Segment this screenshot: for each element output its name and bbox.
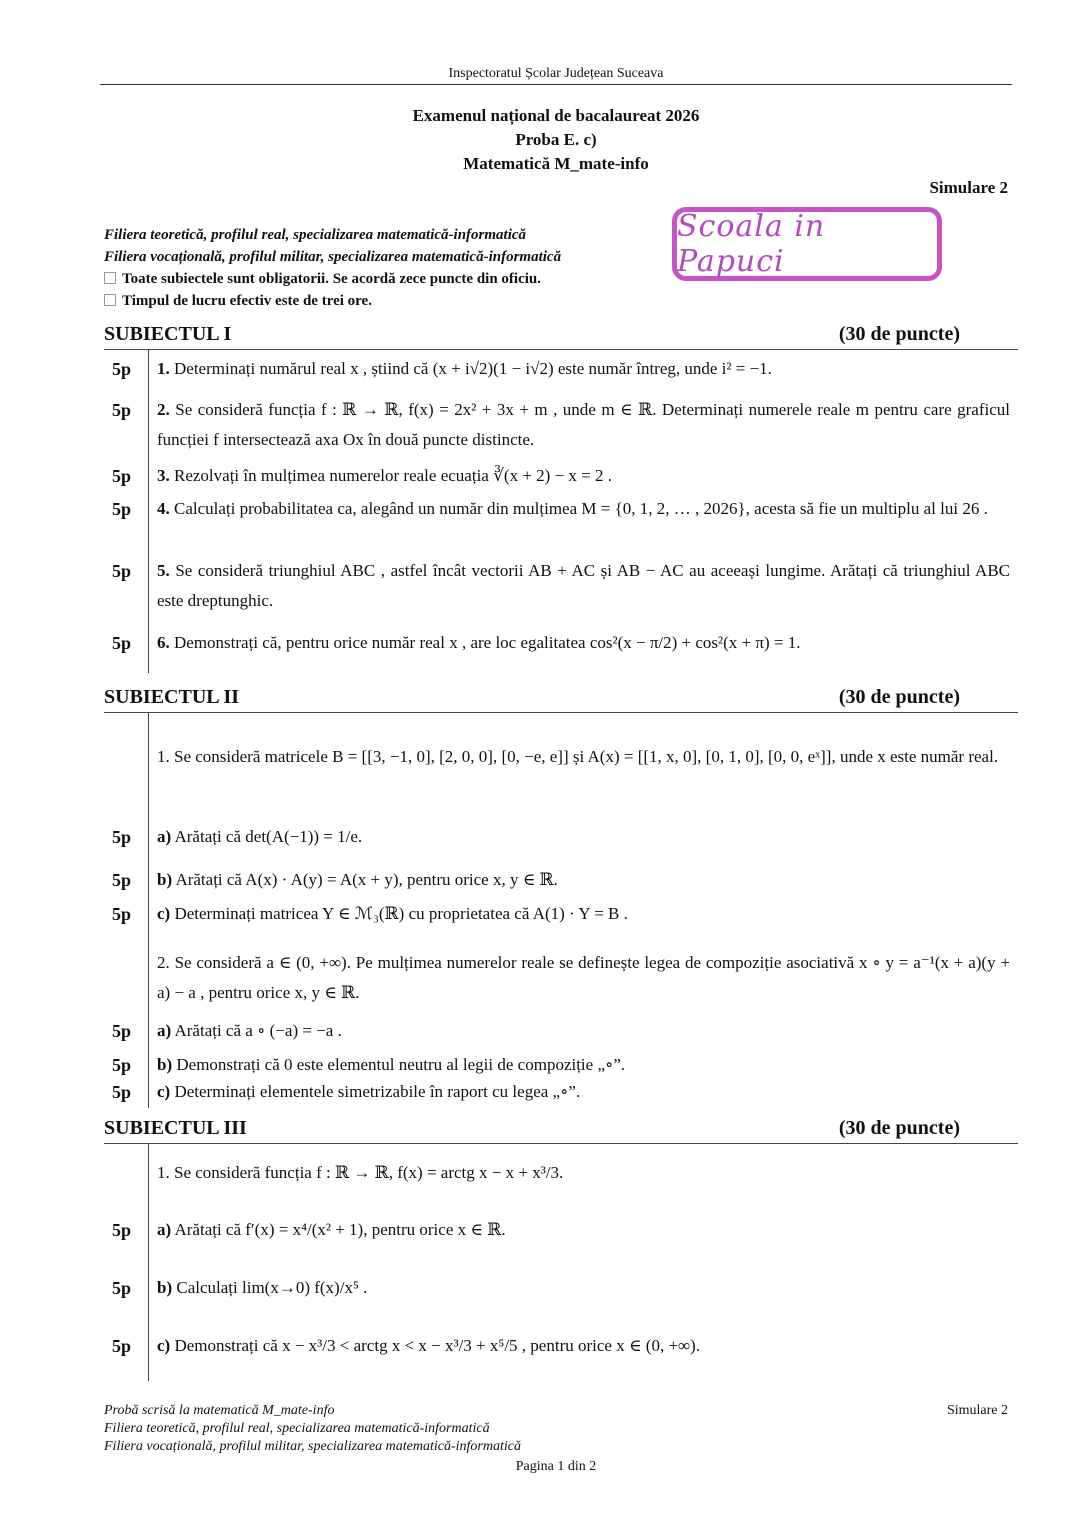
item-text: 2. Se consideră a ∈ (0, +∞). Pe mulțimea numerelor reale se definește legea de compoziție asociativă x ∘ y = a⁻¹(x + a)(y + a) − a , pentru orice x, y ∈ ℝ. xyxy=(157,953,1010,1002)
section-3-vline xyxy=(148,1143,149,1381)
section-2-rule xyxy=(104,712,1018,713)
checkbox-icon xyxy=(104,294,116,306)
item-text: Calculați probabilitatea ca, alegând un număr din mulțimea M = {0, 1, 2, … , 2026}, acesta să fie un multiplu al lui 26 . xyxy=(174,499,988,518)
item-points: 5p xyxy=(112,827,132,847)
item-points: 5p xyxy=(112,466,132,486)
section-1-points: (30 de puncte) xyxy=(838,323,960,345)
checkbox-icon xyxy=(104,272,116,284)
footer-line-2: Filiera teoretică, profilul real, specializarea matematică-informatică xyxy=(104,1421,490,1436)
item-number: a) xyxy=(157,1220,172,1239)
item-text: Arătați că a ∘ (−a) = −a . xyxy=(174,1021,342,1040)
item-text: Calculați lim(x→0) f(x)/x⁵ . xyxy=(176,1278,368,1297)
section-3-points: (30 de puncte) xyxy=(838,1117,960,1139)
item-number: 3. xyxy=(157,466,170,485)
header-divider xyxy=(100,84,1012,85)
stamp-text: Scoala in Papuci xyxy=(677,209,826,279)
exam-proba: Proba E. c) xyxy=(515,130,597,149)
item-text: Determinați elementele simetrizabile în raport cu legea „∘”. xyxy=(174,1082,581,1101)
item-number: 2. xyxy=(157,400,170,419)
section-3-header xyxy=(104,1117,1018,1140)
item-points: 5p xyxy=(112,1082,132,1102)
item-number: a) xyxy=(157,827,172,846)
section-2-vline xyxy=(148,712,149,1108)
item-number: 6. xyxy=(157,633,170,652)
item-points: 5p xyxy=(112,1055,132,1075)
section-1-vline xyxy=(148,349,149,673)
item-points: 5p xyxy=(112,359,132,379)
item-points: 5p xyxy=(112,1336,132,1356)
footer-page-number: Pagina 1 din 2 xyxy=(515,1459,597,1474)
item-text: Se consideră triunghiul ABC , astfel încât vectorii AB + AC și AB − AC au aceeași lungime. Arătați că triunghiul ABC este dreptunghic. xyxy=(157,561,1011,610)
institution-header: Inspectoratul Școlar Județean Suceava xyxy=(448,66,664,81)
section-1-header xyxy=(104,323,1018,346)
meta-filiera-teoretica: Filiera teoretică, profilul real, specializarea matematică-informatică xyxy=(104,227,527,243)
footer-line-1: Probă scrisă la matematică M_mate-info xyxy=(104,1403,335,1418)
item-number: c) xyxy=(157,904,171,923)
item-text: 1. Se consideră funcția f : ℝ → ℝ, f(x) = arctg x − x + x³/3. xyxy=(157,1163,564,1182)
item-number: 5. xyxy=(157,561,170,580)
item-number: 1. xyxy=(157,359,170,378)
section-3-rule xyxy=(104,1143,1018,1144)
item-points: 5p xyxy=(112,400,132,420)
section-1-title: SUBIECTUL I xyxy=(104,323,232,345)
footer-simulare: Simulare 2 xyxy=(946,1403,1008,1418)
exam-title: Examenul național de bacalaureat 2026 xyxy=(412,106,700,125)
section-2-points: (30 de puncte) xyxy=(838,686,960,708)
section-2-title: SUBIECTUL II xyxy=(104,686,240,708)
section-3-title: SUBIECTUL III xyxy=(104,1117,247,1139)
item-text: Determinați matricea Y ∈ ℳ₃(ℝ) cu proprietatea că A(1) · Y = B . xyxy=(174,904,628,923)
item-number: 4. xyxy=(157,499,170,518)
watermark-stamp xyxy=(672,207,942,281)
item-number: b) xyxy=(157,1055,173,1074)
item-points: 5p xyxy=(112,1021,132,1041)
item-text: Arătați că f′(x) = x⁴/(x² + 1), pentru orice x ∈ ℝ. xyxy=(174,1220,506,1239)
section-2-header xyxy=(104,686,1018,709)
item-number: c) xyxy=(157,1082,171,1101)
meta-time-text: Timpul de lucru efectiv este de trei ore. xyxy=(122,293,372,309)
item-text: Demonstrați că x − x³/3 < arctg x < x − x³/3 + x⁵/5 , pentru orice x ∈ (0, +∞). xyxy=(174,1336,701,1355)
simulare-label: Simulare 2 xyxy=(929,178,1008,197)
item-text: Demonstrați că 0 este elementul neutru al legii de compoziție „∘”. xyxy=(176,1055,626,1074)
footer-line-3: Filiera vocațională, profilul militar, specializarea matematică-informatică xyxy=(104,1439,521,1454)
item-number: c) xyxy=(157,1336,171,1355)
section-1-rule xyxy=(104,349,1018,350)
exam-meta xyxy=(104,224,561,312)
item-points: 5p xyxy=(112,633,132,653)
item-number: a) xyxy=(157,1021,172,1040)
item-points: 5p xyxy=(112,1278,132,1298)
item-text: 1. Se consideră matricele B = [[3, −1, 0], [2, 0, 0], [0, −e, e]] și A(x) = [[1, x, 0], [0, 1, 0], [0, 0, eˣ]], unde x este număr real. xyxy=(157,747,999,766)
exam-titles xyxy=(100,104,1012,176)
item-points: 5p xyxy=(112,1220,132,1240)
item-text: Demonstrați că, pentru orice număr real x , are loc egalitatea cos²(x − π/2) + cos²(x + π) = 1. xyxy=(174,633,801,652)
meta-rule-text: Toate subiectele sunt obligatorii. Se acordă zece puncte din oficiu. xyxy=(122,271,542,287)
item-points: 5p xyxy=(112,499,132,519)
item-points: 5p xyxy=(112,561,132,581)
meta-rule-time xyxy=(104,290,561,312)
item-text: Se consideră funcția f : ℝ → ℝ, f(x) = 2x² + 3x + m , unde m ∈ ℝ. Determinați numerele reale m pentru care graficul funcției f intersectează axa Ox în două puncte distincte. xyxy=(157,400,1011,449)
item-text: Determinați numărul real x , știind că (x + i√2)(1 − i√2) este număr întreg, unde i² = −1. xyxy=(174,359,772,378)
item-points: 5p xyxy=(112,870,132,890)
item-text: Rezolvați în mulțimea numerelor reale ecuația ∛(x + 2) − x = 2 . xyxy=(174,466,612,485)
meta-rule-mandatory xyxy=(104,268,561,290)
exam-subject: Matematică M_mate-info xyxy=(463,154,649,173)
item-number: b) xyxy=(157,870,173,889)
item-text: Arătați că A(x) · A(y) = A(x + y), pentru orice x, y ∈ ℝ. xyxy=(175,870,558,889)
meta-filiera-vocationala: Filiera vocațională, profilul militar, specializarea matematică-informatică xyxy=(104,249,562,265)
item-points: 5p xyxy=(112,904,132,924)
page-footer xyxy=(104,1402,1008,1476)
item-number: b) xyxy=(157,1278,173,1297)
item-text: Arătați că det(A(−1)) = 1/e. xyxy=(174,827,363,846)
